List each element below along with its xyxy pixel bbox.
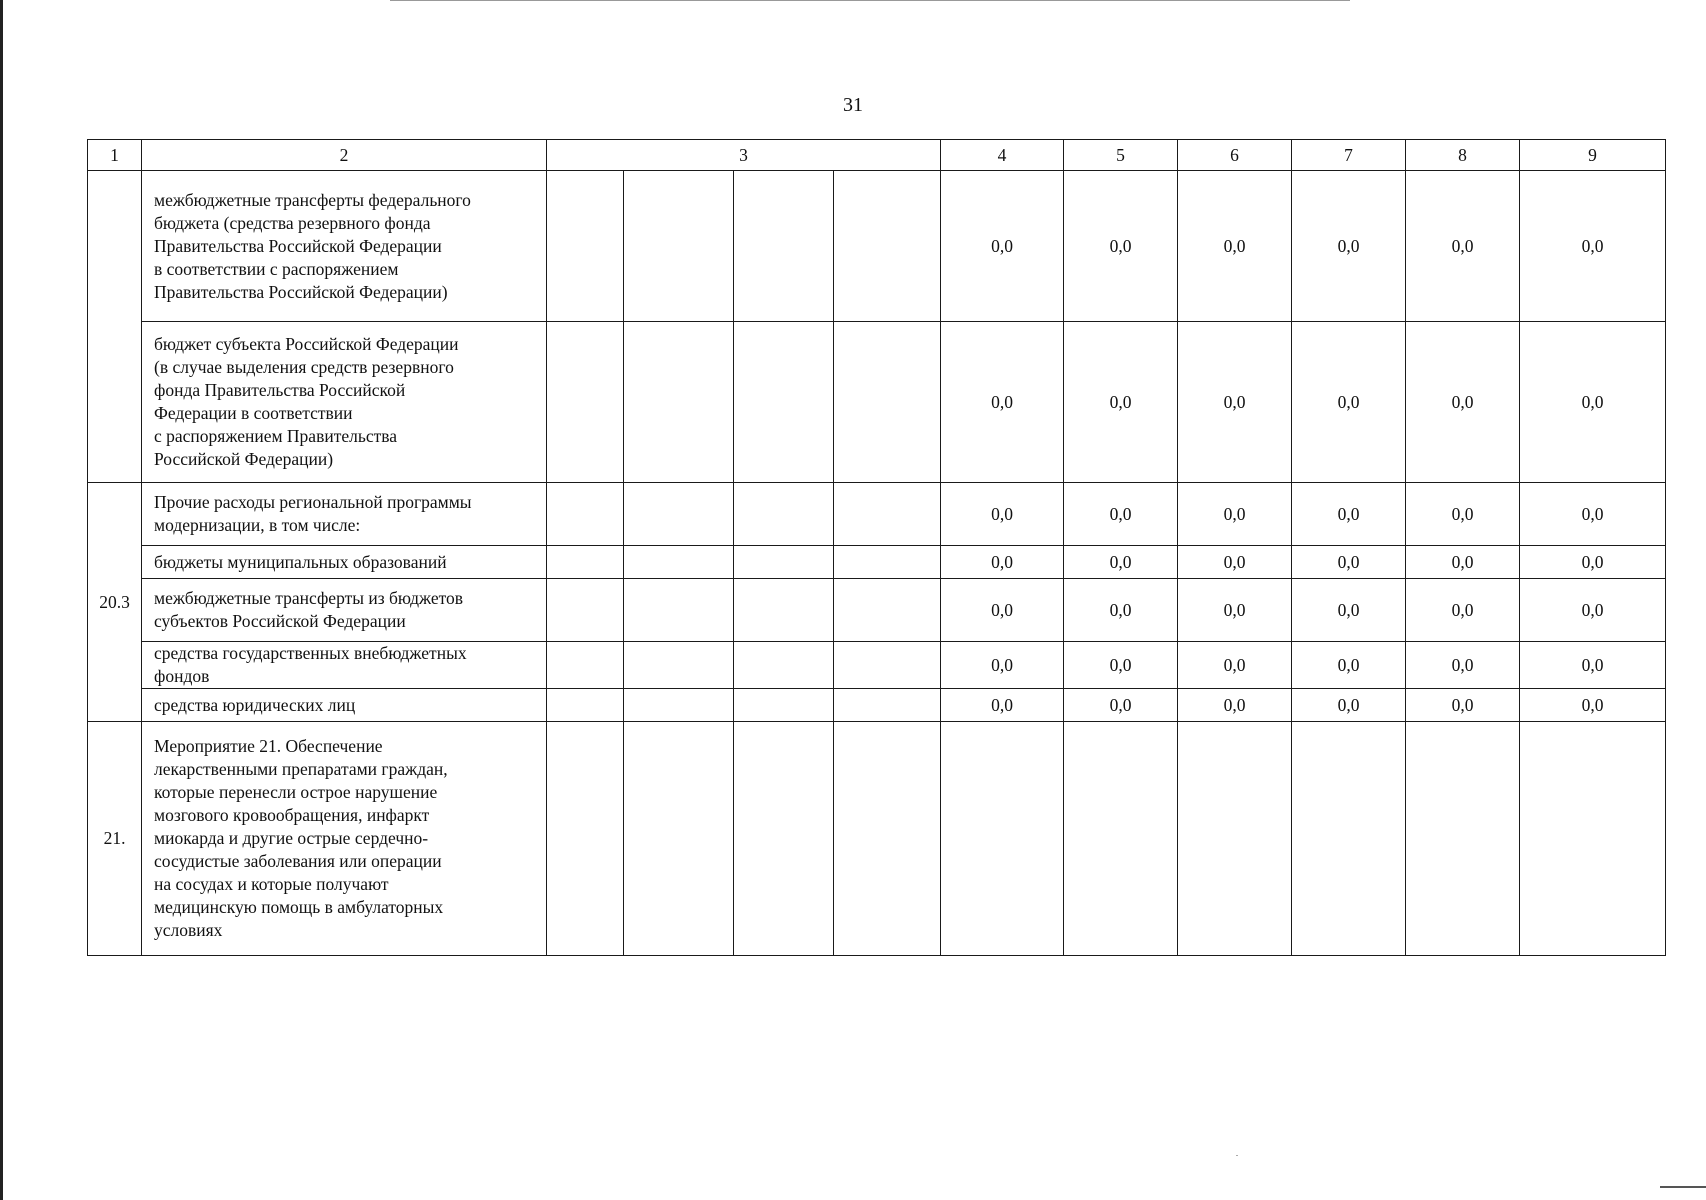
value-cell-6: 0,0 bbox=[1178, 483, 1292, 546]
header-cell-3: 3 bbox=[547, 140, 941, 171]
empty-cell bbox=[624, 171, 734, 322]
value-cell-4: 0,0 bbox=[941, 483, 1064, 546]
value-cell-7: 0,0 bbox=[1292, 483, 1406, 546]
empty-cell bbox=[834, 689, 941, 722]
value-cell-4 bbox=[941, 722, 1064, 956]
value-cell-9: 0,0 bbox=[1520, 322, 1666, 483]
value-cell-6: 0,0 bbox=[1178, 642, 1292, 689]
row-number: 21. bbox=[88, 722, 142, 956]
value-cell-6: 0,0 bbox=[1178, 546, 1292, 579]
empty-cell bbox=[624, 722, 734, 956]
empty-cell bbox=[624, 689, 734, 722]
empty-cell bbox=[734, 642, 834, 689]
scan-edge-mark bbox=[1660, 1186, 1706, 1188]
value-cell-4: 0,0 bbox=[941, 642, 1064, 689]
header-cell-2: 2 bbox=[142, 140, 547, 171]
empty-cell bbox=[734, 722, 834, 956]
header-cell-4: 4 bbox=[941, 140, 1064, 171]
header-cell-5: 5 bbox=[1064, 140, 1178, 171]
value-cell-4: 0,0 bbox=[941, 171, 1064, 322]
value-cell-8: 0,0 bbox=[1406, 689, 1520, 722]
value-cell-9: 0,0 bbox=[1520, 546, 1666, 579]
table-row bbox=[88, 579, 1666, 642]
value-cell-7: 0,0 bbox=[1292, 579, 1406, 642]
value-cell-4: 0,0 bbox=[941, 322, 1064, 483]
empty-cell bbox=[734, 483, 834, 546]
header-cell-7: 7 bbox=[1292, 140, 1406, 171]
empty-cell bbox=[734, 689, 834, 722]
value-cell-5: 0,0 bbox=[1064, 689, 1178, 722]
value-cell-6: 0,0 bbox=[1178, 689, 1292, 722]
table-row bbox=[88, 722, 1666, 956]
budget-table bbox=[87, 139, 1666, 956]
value-cell-7: 0,0 bbox=[1292, 171, 1406, 322]
value-cell-8: 0,0 bbox=[1406, 546, 1520, 579]
value-cell-8 bbox=[1406, 722, 1520, 956]
empty-cell bbox=[834, 171, 941, 322]
empty-cell bbox=[547, 579, 624, 642]
value-cell-7 bbox=[1292, 722, 1406, 956]
table-row bbox=[88, 483, 1666, 546]
header-cell-9: 9 bbox=[1520, 140, 1666, 171]
empty-cell bbox=[734, 579, 834, 642]
empty-cell bbox=[734, 322, 834, 483]
row-description: Мероприятие 21. Обеспечение лекарственными препаратами граждан, которые перенесли острое нарушение мозгового кровообращения, инфаркт миокарда и другие острые сердечно- сосудистые заболевания или операции на сосудах и которые получают медицинскую помощь в амбулаторных условиях bbox=[142, 722, 547, 956]
table-row bbox=[88, 171, 1666, 322]
empty-cell bbox=[547, 483, 624, 546]
empty-cell bbox=[734, 171, 834, 322]
scan-left-edge bbox=[0, 0, 3, 1200]
empty-cell bbox=[547, 322, 624, 483]
header-row bbox=[88, 140, 1666, 171]
row-description: межбюджетные трансферты федерального бюджета (средства резервного фонда Правительства Российской Федерации в соответствии с распоряжением Правительства Российской Федерации) bbox=[142, 171, 547, 322]
empty-cell bbox=[547, 689, 624, 722]
value-cell-7: 0,0 bbox=[1292, 546, 1406, 579]
empty-cell bbox=[547, 171, 624, 322]
value-cell-6: 0,0 bbox=[1178, 171, 1292, 322]
row-description: средства юридических лиц bbox=[142, 689, 547, 722]
value-cell-5: 0,0 bbox=[1064, 171, 1178, 322]
value-cell-8: 0,0 bbox=[1406, 322, 1520, 483]
row-description: Прочие расходы региональной программы модернизации, в том числе: bbox=[142, 483, 547, 546]
empty-cell bbox=[624, 322, 734, 483]
value-cell-4: 0,0 bbox=[941, 546, 1064, 579]
row-number: 20.3 bbox=[88, 483, 142, 722]
row-description: бюджет субъекта Российской Федерации (в случае выделения средств резервного фонда Правительства Российской Федерации в соответствии с распоряжением Правительства Российской Федерации) bbox=[142, 322, 547, 483]
row-description: бюджеты муниципальных образований bbox=[142, 546, 547, 579]
value-cell-8: 0,0 bbox=[1406, 171, 1520, 322]
value-cell-5: 0,0 bbox=[1064, 322, 1178, 483]
value-cell-8: 0,0 bbox=[1406, 483, 1520, 546]
page-number: 31 bbox=[843, 94, 863, 116]
value-cell-5: 0,0 bbox=[1064, 546, 1178, 579]
empty-cell bbox=[834, 722, 941, 956]
empty-cell bbox=[834, 579, 941, 642]
value-cell-7: 0,0 bbox=[1292, 642, 1406, 689]
table-row bbox=[88, 689, 1666, 722]
value-cell-8: 0,0 bbox=[1406, 642, 1520, 689]
header-cell-1: 1 bbox=[88, 140, 142, 171]
empty-cell bbox=[547, 546, 624, 579]
table-row bbox=[88, 642, 1666, 689]
value-cell-9: 0,0 bbox=[1520, 171, 1666, 322]
row-description: средства государственных внебюджетных фондов bbox=[142, 642, 547, 689]
header-cell-6: 6 bbox=[1178, 140, 1292, 171]
value-cell-5: 0,0 bbox=[1064, 483, 1178, 546]
empty-cell bbox=[834, 322, 941, 483]
scan-speck bbox=[1236, 1155, 1238, 1156]
value-cell-6: 0,0 bbox=[1178, 579, 1292, 642]
value-cell-7: 0,0 bbox=[1292, 689, 1406, 722]
table-row bbox=[88, 546, 1666, 579]
row-number bbox=[88, 171, 142, 483]
value-cell-5: 0,0 bbox=[1064, 579, 1178, 642]
value-cell-4: 0,0 bbox=[941, 689, 1064, 722]
value-cell-5: 0,0 bbox=[1064, 642, 1178, 689]
value-cell-4: 0,0 bbox=[941, 579, 1064, 642]
header-cell-8: 8 bbox=[1406, 140, 1520, 171]
empty-cell bbox=[624, 546, 734, 579]
empty-cell bbox=[547, 642, 624, 689]
empty-cell bbox=[734, 546, 834, 579]
value-cell-8: 0,0 bbox=[1406, 579, 1520, 642]
empty-cell bbox=[624, 579, 734, 642]
value-cell-9: 0,0 bbox=[1520, 579, 1666, 642]
value-cell-6 bbox=[1178, 722, 1292, 956]
empty-cell bbox=[624, 483, 734, 546]
row-description: межбюджетные трансферты из бюджетов субъектов Российской Федерации bbox=[142, 579, 547, 642]
empty-cell bbox=[834, 546, 941, 579]
value-cell-9: 0,0 bbox=[1520, 483, 1666, 546]
empty-cell bbox=[834, 642, 941, 689]
table-row bbox=[88, 322, 1666, 483]
value-cell-6: 0,0 bbox=[1178, 322, 1292, 483]
empty-cell bbox=[834, 483, 941, 546]
value-cell-9 bbox=[1520, 722, 1666, 956]
empty-cell bbox=[624, 642, 734, 689]
value-cell-7: 0,0 bbox=[1292, 322, 1406, 483]
empty-cell bbox=[547, 722, 624, 956]
value-cell-5 bbox=[1064, 722, 1178, 956]
scan-top-edge bbox=[390, 0, 1350, 1]
value-cell-9: 0,0 bbox=[1520, 642, 1666, 689]
value-cell-9: 0,0 bbox=[1520, 689, 1666, 722]
